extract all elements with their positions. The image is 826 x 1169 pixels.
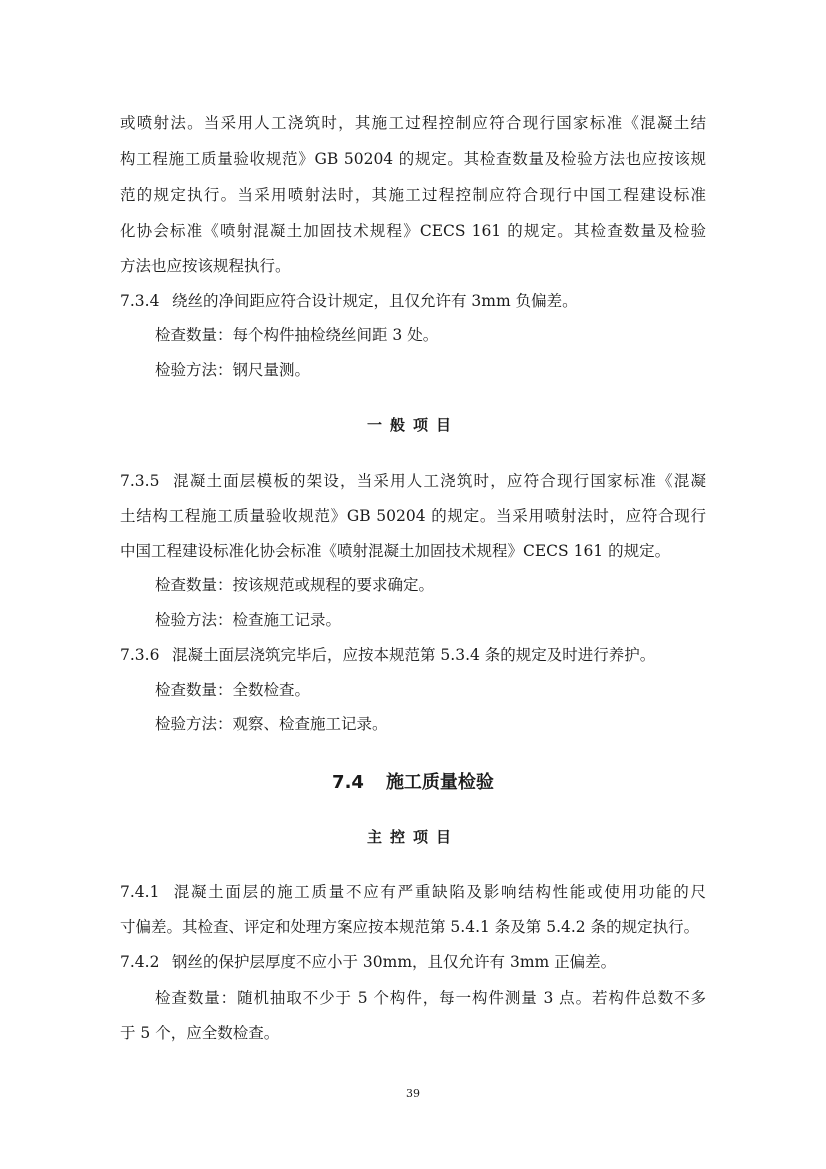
inspection-quantity: 检查数量：随机抽取不少于 5 个构件，每一构件测量 3 点。若构件总数不多	[155, 989, 706, 1007]
paragraph-line: 中国工程建设标准化协会标准《喷射混凝土加固技术规程》CECS 161 的规定。	[120, 542, 671, 560]
section-heading	[0, 768, 826, 794]
inspection-quantity: 检查数量：每个构件抽检绕丝间距 3 处。	[155, 326, 439, 344]
subheading-main-control-items: 主控项目	[366, 828, 459, 846]
page-number: 39	[406, 1087, 420, 1100]
paragraph-line: 化协会标准《喷射混凝土加固技术规程》CECS 161 的规定。其检查数量及检验	[120, 222, 706, 240]
clause-text: 钢丝的保护层厚度不应小于 30mm，且仅允许有 3mm 正偏差。	[172, 953, 617, 971]
clause-number: 7.3.4	[120, 292, 160, 310]
clause-7-3-5	[120, 471, 706, 491]
subheading-general-items: 一般项目	[366, 416, 459, 434]
paragraph-line: 于 5 个，应全数检查。	[120, 1024, 280, 1042]
section-number: 7.4	[332, 772, 364, 793]
inspection-method: 检验方法：检查施工记录。	[155, 611, 342, 629]
paragraph-line: 或喷射法。当采用人工浇筑时，其施工过程控制应符合现行国家标准《混凝土结	[120, 114, 706, 132]
clause-text: 混凝土面层的施工质量不应有严重缺陷及影响结构性能或使用功能的尺	[172, 883, 706, 901]
clause-number: 7.3.5	[120, 472, 160, 490]
paragraph-line: 构工程施工质量验收规范》GB 50204 的规定。其检查数量及检验方法也应按该规	[120, 150, 706, 168]
clause-7-4-2	[120, 952, 706, 972]
inspection-quantity: 检查数量：按该规范或规程的要求确定。	[155, 576, 435, 594]
inspection-method: 检验方法：观察、检查施工记录。	[155, 715, 388, 733]
inspection-method: 检验方法：钢尺量测。	[155, 361, 311, 379]
clause-7-3-4	[120, 291, 706, 311]
clause-7-3-6	[120, 645, 706, 665]
clause-7-4-1	[120, 882, 706, 902]
clause-number: 7.3.6	[120, 646, 160, 664]
clause-text: 混凝土面层模板的架设，当采用人工浇筑时，应符合现行国家标准《混凝	[172, 472, 706, 490]
paragraph-line: 寸偏差。其检查、评定和处理方案应按本规范第 5.4.1 条及第 5.4.2 条的规定执行。	[120, 918, 700, 936]
paragraph-line: 土结构工程施工质量验收规范》GB 50204 的规定。当采用喷射法时，应符合现行	[120, 507, 706, 525]
clause-number: 7.4.1	[120, 883, 160, 901]
inspection-quantity: 检查数量：全数检查。	[155, 681, 311, 699]
clause-text: 绕丝的净间距应符合设计规定，且仅允许有 3mm 负偏差。	[172, 292, 578, 310]
clause-text: 混凝土面层浇筑完毕后，应按本规范第 5.3.4 条的规定及时进行养护。	[172, 646, 656, 664]
paragraph-line: 范的规定执行。当采用喷射法时，其施工过程控制应符合现行中国工程建设标准	[120, 186, 706, 204]
section-title: 施工质量检验	[385, 772, 494, 793]
clause-number: 7.4.2	[120, 953, 160, 971]
paragraph-line: 方法也应按该规程执行。	[120, 257, 291, 275]
